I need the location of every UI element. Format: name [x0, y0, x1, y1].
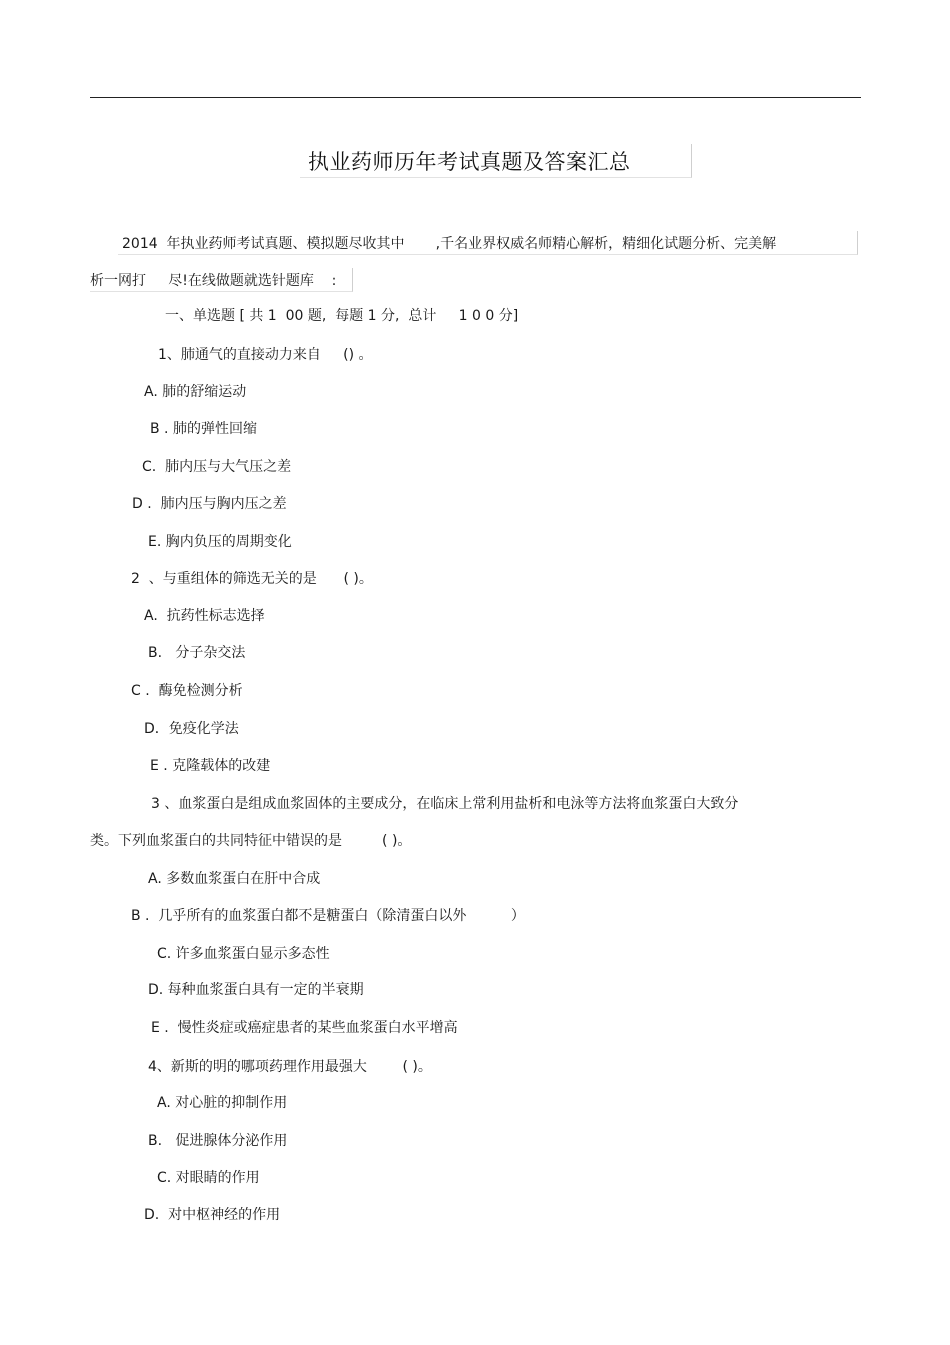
- question-option: B. 促进腺体分泌作用: [148, 1133, 288, 1149]
- question-option: D . 肺内压与胸内压之差: [132, 496, 287, 512]
- question-stem: 3 、血浆蛋白是组成血浆固体的主要成分，在临床上常利用盐析和电泳等方法将血浆蛋白大致分: [151, 796, 739, 812]
- question-option: D．免疫化学法: [144, 721, 239, 737]
- intro-line-2: 析一网打 尽!在线做题就选针题库 :: [90, 273, 337, 289]
- question-option: A. 对心脏的抑制作用: [157, 1095, 288, 1111]
- question-stem: 4、新斯的明的哪项药理作用最强大 ( )。: [148, 1059, 432, 1075]
- question-option: A. 肺的舒缩运动: [144, 384, 247, 400]
- question-stem-continuation: 类。下列血浆蛋白的共同特征中错误的是 ( )。: [90, 833, 412, 849]
- page-title: 执业药师历年考试真题及答案汇总: [308, 150, 631, 174]
- question-option: B. 分子杂交法: [148, 645, 246, 661]
- question-option: C. 许多血浆蛋白显示多态性: [157, 946, 330, 962]
- question-option: E . 克隆载体的改建: [150, 758, 271, 774]
- question-option: B . 肺的弹性回缩: [150, 421, 257, 437]
- question-option: B . 几乎所有的血浆蛋白都不是糖蛋白（除清蛋白以外 ）: [131, 908, 525, 924]
- section-heading: 一、单选题 [ 共 1 00 题, 每题 1 分, 总计 1 0 0 分]: [165, 308, 519, 324]
- question-option: A. 多数血浆蛋白在肝中合成: [148, 871, 321, 887]
- question-stem: 1、肺通气的直接动力来自 () 。: [158, 347, 373, 363]
- question-option: E. 胸内负压的周期变化: [148, 534, 292, 550]
- header-rule: [90, 97, 861, 98]
- question-option: D. 每种血浆蛋白具有一定的半衰期: [148, 982, 364, 998]
- intro-line-1: 2014 年执业药师考试真题、模拟题尽收其中 ,千名业界权威名师精心解析，精细化试题分析、完美解: [122, 236, 777, 252]
- question-option: E . 慢性炎症或癌症患者的某些血浆蛋白水平增高: [151, 1020, 458, 1036]
- question-option: C. 对眼睛的作用: [157, 1170, 260, 1186]
- question-option: C. 肺内压与大气压之差: [142, 459, 292, 475]
- question-stem: 2 、与重组体的筛选无关的是 ( )。: [131, 571, 373, 587]
- question-option: A. 抗药性标志选择: [144, 608, 265, 624]
- question-option: C . 酶免检测分析: [131, 683, 243, 699]
- question-option: D. 对中枢神经的作用: [144, 1207, 281, 1223]
